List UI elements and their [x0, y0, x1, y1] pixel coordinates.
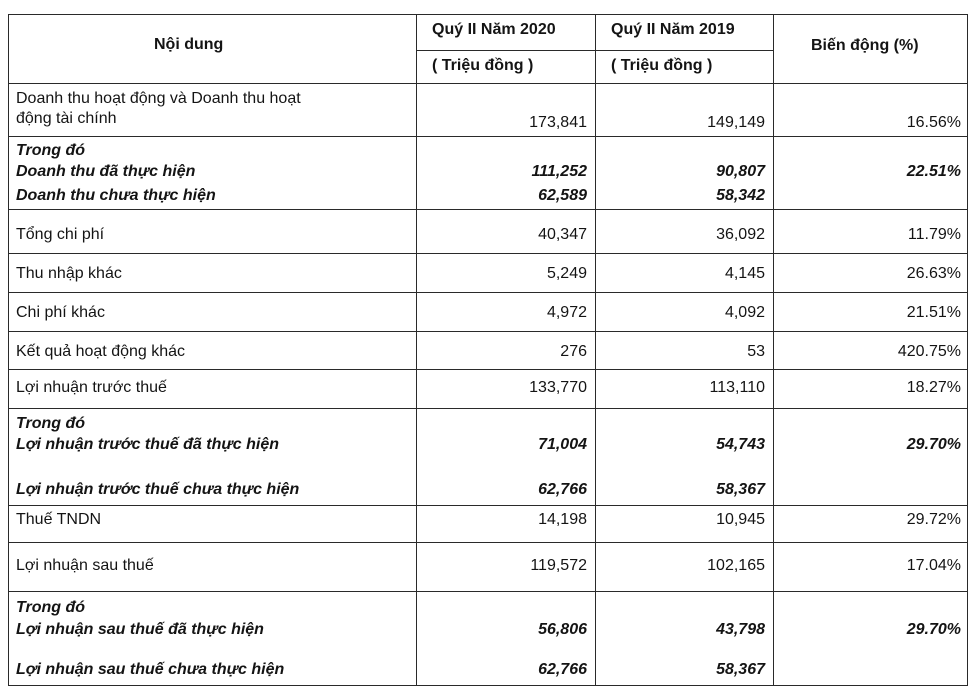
row-label: Lợi nhuận trước thuế chưa thực hiện [16, 481, 300, 498]
value-2019: 4,145 [724, 265, 765, 282]
value-change: 29.70% [906, 436, 961, 453]
table-border-left [8, 14, 9, 686]
value-change: 17.04% [906, 557, 961, 574]
value-2019: 54,743 [716, 436, 765, 453]
row-label: Trong đó [16, 599, 86, 616]
row-label: Trong đó [16, 415, 86, 432]
row-label: Doanh thu hoạt động và Doanh thu hoạt [16, 90, 301, 107]
value-2020: 40,347 [538, 226, 587, 243]
value-2020: 276 [560, 343, 587, 360]
value-change: 29.72% [906, 511, 961, 528]
column-divider [773, 14, 774, 686]
value-2020: 62,766 [538, 481, 587, 498]
row-label: Kết quả hoạt động khác [16, 343, 186, 360]
value-2019: 58,367 [716, 661, 765, 678]
value-2020: 62,766 [538, 661, 587, 678]
column-divider [595, 14, 596, 686]
header-q2-2019: Quý II Năm 2019 [611, 21, 735, 38]
value-change: 29.70% [906, 621, 961, 638]
value-2019: 43,798 [716, 621, 765, 638]
value-change: 22.51% [906, 163, 961, 180]
value-change: 11.79% [907, 226, 961, 243]
value-2020: 111,252 [531, 163, 587, 180]
value-2019: 58,367 [716, 481, 765, 498]
row-label: Tổng chi phí [16, 226, 105, 243]
row-divider [8, 253, 968, 254]
value-2019: 53 [747, 343, 765, 360]
row-label: Lợi nhuận trước thuế đã thực hiện [16, 436, 279, 453]
row-divider [8, 331, 968, 332]
value-2019: 90,807 [716, 163, 765, 180]
value-2020: 4,972 [546, 304, 587, 321]
row-label: Doanh thu đã thực hiện [16, 163, 196, 180]
value-change: 16.56% [906, 114, 961, 131]
value-2019: 149,149 [707, 114, 765, 131]
row-label: Lợi nhuận sau thuế [16, 557, 154, 574]
table-border-bottom [8, 685, 968, 686]
value-2020: 71,004 [538, 436, 587, 453]
value-2019: 36,092 [716, 226, 765, 243]
header-unit-2020: ( Triệu đồng ) [432, 57, 534, 74]
row-divider [8, 83, 968, 84]
row-label: Chi phí khác [16, 304, 105, 321]
value-2020: 119,572 [530, 557, 587, 574]
value-2020: 5,249 [546, 265, 587, 282]
value-change: 420.75% [897, 343, 961, 360]
value-2019: 10,945 [716, 511, 765, 528]
value-2020: 133,770 [529, 379, 587, 396]
value-2020: 14,198 [538, 511, 587, 528]
value-change: 26.63% [906, 265, 961, 282]
row-label: Lợi nhuận sau thuế đã thực hiện [16, 621, 264, 638]
row-divider [8, 591, 968, 592]
value-change: 21.51% [906, 304, 961, 321]
table-border-top [8, 14, 968, 15]
row-label: Trong đó [16, 142, 86, 159]
value-2019: 102,165 [707, 557, 765, 574]
value-2020: 62,589 [538, 187, 587, 204]
row-label: Lợi nhuận trước thuế [16, 379, 167, 396]
row-divider [8, 292, 968, 293]
value-2020: 56,806 [538, 621, 587, 638]
row-divider [8, 136, 968, 137]
financial-table [8, 14, 968, 686]
row-label: động tài chính [16, 110, 117, 127]
value-change: 18.27% [906, 379, 961, 396]
header-change: Biến động (%) [811, 37, 919, 54]
row-divider [8, 505, 968, 506]
row-label: Lợi nhuận sau thuế chưa thực hiện [16, 661, 285, 678]
value-2019: 113,110 [709, 379, 765, 396]
row-divider [8, 209, 968, 210]
value-2019: 4,092 [724, 304, 765, 321]
row-divider [8, 542, 968, 543]
row-divider [8, 369, 968, 370]
row-divider [8, 408, 968, 409]
header-unit-2019: ( Triệu đồng ) [611, 57, 713, 74]
value-2019: 58,342 [716, 187, 765, 204]
row-label: Doanh thu chưa thực hiện [16, 187, 216, 204]
row-label: Thu nhập khác [16, 265, 122, 282]
column-divider [416, 14, 417, 686]
table-border-right [967, 14, 968, 686]
value-2020: 173,841 [529, 114, 587, 131]
header-content: Nội dung [154, 36, 224, 53]
header-q2-2020: Quý II Năm 2020 [432, 21, 556, 38]
row-label: Thuế TNDN [16, 511, 102, 528]
